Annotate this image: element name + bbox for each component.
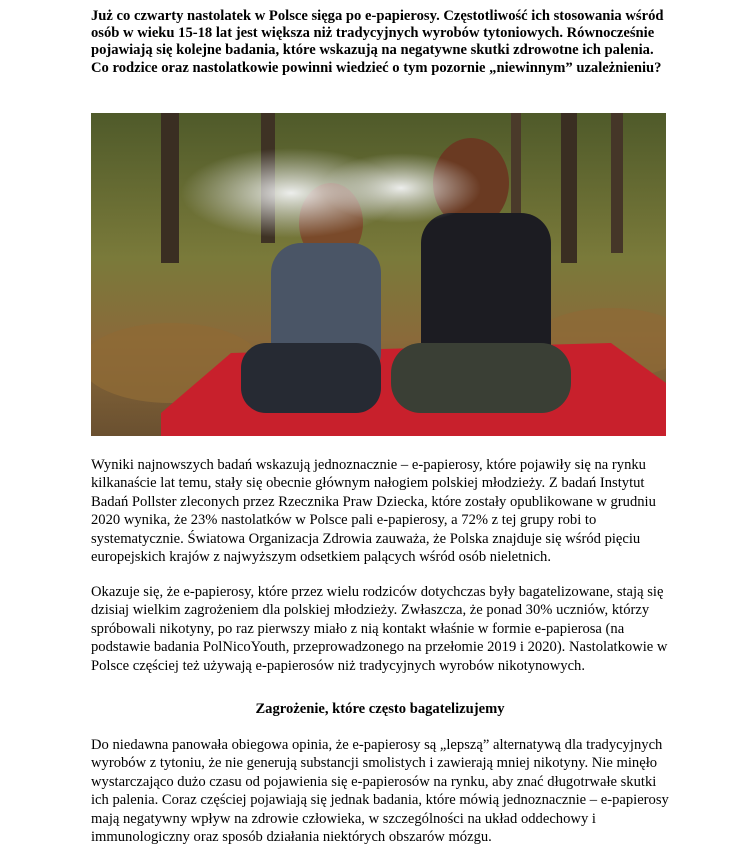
article-lead: Już co czwarty nastolatek w Polsce sięga po e-papierosy. Częstotliwość ich stosowania wśród osób w wieku 15-18 lat jest większa niż tradycyjnych wyrobów tytoniowych. Równocześnie pojawiają się kolejne badania, które wskazują na negatywne skutki zdrowotne ich palenia. Co rodzice oraz nastolatkowie powinni wiedzieć o tym pozornie „niewinnym” uzależnieniu?: [91, 8, 664, 76]
article-paragraph-3: Do niedawna panowała obiegowa opinia, że e-papierosy są „lepszą” alternatywą dla tradycyjnych wyrobów z tytoniu, że nie generują substancji smolistych i zawierają mniej nikotyny. Nie minęło wystarczająco dużo czasu od pojawienia się e-papierosów na rynku, aby znać długotrwałe skutki ich palenia. Coraz częściej pojawiają się jednak badania, które mówią jednoznacznie – e-papierosy mają negatywny wpływ na zdrowie człowieka, w szczególności na układ oddechowy i immunologiczny oraz sposób działania niektórych obszarów mózgu.: [91, 737, 669, 846]
article-paragraph-2: Okazuje się, że e-papierosy, które przez wielu rodziców dotychczas były bagatelizowane, stają się dzisiaj wielkim zagrożeniem dla polskiej młodzieży. Zwłaszcza, że ponad 30% uczniów, którzy spróbowali nikotyny, po raz pierwszy miało z nią kontakt właśnie w formie e-papierosa (na podstawie badania PolNicoYouth, przeprowadzonego na przełomie 2019 i 2020). Nastolatkowie w Polsce częściej też używają e-papierosów niż tradycyjnych wyrobów nikotynowych.: [91, 584, 668, 674]
article-paragraph-1: Wyniki najnowszych badań wskazują jednoznacznie – e-papierosy, które pojawiły się na rynku kilkanaście lat temu, stały się obecnie głównym nałogiem polskiej młodzieży. Z badań Instytut Badań Pollster zleconych przez Rzecznika Praw Dziecka, które zostały opublikowane w grudniu 2020 wynika, że 23% nastolatków w Polsce pali e-papierosy, a 72% z tej grupy robi to systematycznie. Światowa Organizacja Zdrowia zauważa, że Polska znajduje się wśród pięciu europejskich krajów z najwyższym odsetkiem palących wśród osób nieletnich.: [91, 457, 656, 566]
section-heading: Zagrożenie, które często bagatelizujemy: [255, 701, 505, 717]
article-photo: [91, 113, 666, 436]
article-page: [91, 8, 671, 77]
